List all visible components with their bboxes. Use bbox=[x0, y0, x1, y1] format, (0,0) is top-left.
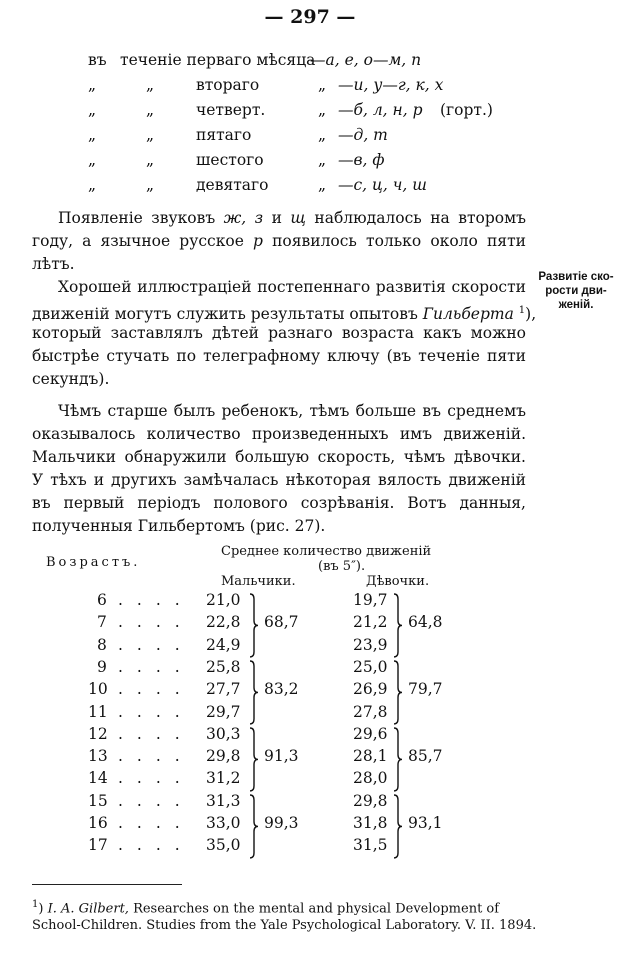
girls-group-total: 85,7 bbox=[408, 747, 443, 766]
boys-header: Мальчики. bbox=[221, 574, 296, 589]
boys-value: 33,0 bbox=[206, 814, 241, 832]
leader-dots: .... bbox=[118, 613, 194, 632]
age-header: Возрастъ. bbox=[46, 555, 141, 570]
ditto-mark: „ bbox=[88, 76, 97, 94]
paragraph-gilbert bbox=[32, 276, 537, 391]
ditto-mark: „ bbox=[88, 176, 97, 194]
margin-note bbox=[533, 270, 619, 312]
ditto-mark: „ bbox=[146, 151, 155, 169]
boys-value: 29,7 bbox=[206, 702, 241, 721]
schedule-sounds: —в, ф bbox=[338, 151, 385, 169]
girls-value: 27,8 bbox=[353, 702, 388, 721]
text-line: который заставлялъ дѣтей разнаго возраста какъ можно bbox=[32, 324, 526, 342]
schedule-sounds: —с, ц, ч, ш bbox=[338, 176, 427, 194]
ditto-mark: „ bbox=[318, 76, 327, 94]
leader-dots: .... bbox=[118, 791, 194, 810]
boys-value: 21,0 bbox=[206, 591, 241, 609]
age-cell: 15 bbox=[88, 791, 108, 810]
boys-value: 29,8 bbox=[206, 747, 241, 766]
paragraph-results bbox=[32, 400, 526, 538]
girls-value: 26,9 bbox=[353, 680, 388, 699]
text-line bbox=[32, 299, 537, 324]
leader-dots: .... bbox=[118, 591, 194, 609]
group-brace-boys bbox=[248, 593, 260, 658]
ditto-mark: „ bbox=[88, 151, 97, 169]
age-cell: 6 bbox=[97, 591, 107, 609]
boys-group-total: 99,3 bbox=[264, 814, 299, 832]
text: наблюдалось на второмъ bbox=[314, 209, 527, 227]
ditto-mark: „ bbox=[146, 101, 155, 119]
ditto-mark: „ bbox=[318, 126, 327, 144]
boys-value: 31,2 bbox=[206, 769, 241, 788]
leader-dots: .... bbox=[118, 680, 194, 699]
text-line: быстрѣе стучать по телеграфному ключу (въ теченіе пяти bbox=[32, 347, 526, 365]
ditto-mark: „ bbox=[88, 126, 97, 144]
text: появилось только около пяти bbox=[272, 232, 526, 250]
girls-value: 29,8 bbox=[353, 791, 388, 810]
girls-value: 31,8 bbox=[353, 814, 388, 832]
age-cell: 17 bbox=[88, 836, 108, 855]
footnote-text: Researches on the mental and physical Development of bbox=[133, 901, 500, 917]
text-line: Хорошей иллюстраціей постепеннаго развитія скорости bbox=[58, 278, 526, 296]
leader-dots: .... bbox=[118, 747, 194, 766]
boys-value: 31,3 bbox=[206, 791, 241, 810]
text: и bbox=[271, 209, 282, 227]
margin-note-line: женій. bbox=[558, 299, 594, 311]
footnote bbox=[32, 896, 592, 934]
footnote-author: I. A. Gilbert, bbox=[47, 901, 129, 917]
ditto-mark: „ bbox=[146, 126, 155, 144]
text-line bbox=[32, 207, 526, 230]
schedule-month: шестого bbox=[196, 151, 264, 169]
footnote-mark: 1 bbox=[32, 899, 39, 910]
schedule-note: (горт.) bbox=[440, 101, 493, 119]
text-line: Чѣмъ старше былъ ребенокъ, тѣмъ больше въ среднемъ bbox=[58, 402, 526, 420]
average-subheader: (въ 5″). bbox=[318, 559, 366, 574]
leader-dots: .... bbox=[118, 635, 194, 654]
schedule-prefix: въ bbox=[88, 51, 107, 69]
group-brace-boys bbox=[248, 727, 260, 792]
age-cell: 12 bbox=[88, 724, 108, 743]
text-line: полученныя Гильбертомъ (рис. 27). bbox=[32, 517, 326, 535]
girls-group-total: 79,7 bbox=[408, 680, 443, 699]
age-cell: 13 bbox=[88, 747, 108, 766]
leader-dots: .... bbox=[118, 657, 194, 676]
footnote-line: $^1$) I. A. Gilbert, Researches on the mental and physical Development of bbox=[32, 899, 500, 917]
text-italic: щ bbox=[290, 209, 306, 227]
boys-group-total: 68,7 bbox=[264, 613, 299, 632]
ditto-mark: „ bbox=[146, 76, 155, 94]
schedule-sounds: —д, т bbox=[338, 126, 388, 144]
girls-group-total: 64,8 bbox=[408, 613, 443, 632]
leader-dots: .... bbox=[118, 836, 194, 855]
text: Появленіе звуковъ bbox=[58, 209, 216, 227]
footnote-ref: 1 bbox=[518, 305, 526, 316]
text-italic: ж, з bbox=[223, 209, 264, 227]
schedule-month: четверт. bbox=[196, 101, 266, 119]
boys-value: 25,8 bbox=[206, 657, 241, 676]
text-italic: р bbox=[253, 232, 263, 250]
text-line: лѣтъ. bbox=[32, 255, 75, 273]
page-number: — 297 — bbox=[264, 6, 356, 28]
leader-dots: .... bbox=[118, 814, 194, 832]
ditto-mark: „ bbox=[318, 151, 327, 169]
group-brace-girls bbox=[392, 660, 404, 725]
text-line: оказывалось количество произведенныхъ имъ движеній. bbox=[32, 425, 526, 443]
text-line: У тѣхъ и другихъ замѣчалась нѣкоторая вялость движеній bbox=[32, 471, 526, 489]
age-cell: 8 bbox=[97, 635, 107, 654]
ditto-mark: „ bbox=[318, 101, 327, 119]
girls-value: 29,6 bbox=[353, 724, 388, 743]
ditto-mark: „ bbox=[88, 101, 97, 119]
boys-group-total: 83,2 bbox=[264, 680, 299, 699]
boys-value: 27,7 bbox=[206, 680, 241, 699]
age-cell: 14 bbox=[88, 769, 108, 788]
group-brace-girls bbox=[392, 593, 404, 658]
age-cell: 11 bbox=[88, 702, 108, 721]
boys-value: 24,9 bbox=[206, 635, 241, 654]
text: ), bbox=[525, 305, 537, 324]
age-cell: 16 bbox=[88, 814, 108, 832]
age-cell: 10 bbox=[88, 680, 108, 699]
footnote-line: School-Children. Studies from the Yale Psychological Laboratory. V. II. 1894. bbox=[32, 918, 537, 934]
girls-value: 28,0 bbox=[353, 769, 388, 788]
boys-value: 22,8 bbox=[206, 613, 241, 632]
ditto-mark: „ bbox=[318, 176, 327, 194]
margin-note-line: Развитіе ско- bbox=[538, 271, 614, 283]
text: году, а язычное русское bbox=[32, 232, 244, 250]
group-brace-girls bbox=[392, 727, 404, 792]
girls-value: 25,0 bbox=[353, 657, 388, 676]
group-brace-boys bbox=[248, 794, 260, 859]
leader-dots: .... bbox=[118, 769, 194, 788]
schedule-month: теченіе первaго мѣсяца bbox=[120, 51, 316, 69]
schedule-sounds: —а, е, о—м, п bbox=[310, 51, 422, 69]
paragraph-sounds bbox=[32, 207, 526, 276]
schedule-month: девятаго bbox=[196, 176, 269, 194]
text: движеній могутъ служить результаты опытовъ bbox=[32, 305, 418, 324]
girls-group-total: 93,1 bbox=[408, 814, 443, 832]
group-brace-girls bbox=[392, 794, 404, 859]
text-line: секундъ). bbox=[32, 370, 110, 388]
text-line: въ первый періодъ полового созрѣванія. Вотъ данныя, bbox=[32, 494, 526, 512]
group-brace-boys bbox=[248, 660, 260, 725]
schedule-month: пятаго bbox=[196, 126, 252, 144]
girls-value: 23,9 bbox=[353, 635, 388, 654]
age-cell: 9 bbox=[97, 657, 107, 676]
leader-dots: .... bbox=[118, 724, 194, 743]
leader-dots: .... bbox=[118, 702, 194, 721]
schedule-sounds: —и, у—г, к, х bbox=[338, 76, 444, 94]
girls-value: 28,1 bbox=[353, 747, 388, 766]
girls-value: 19,7 bbox=[353, 591, 388, 609]
text-italic: Гильберта bbox=[422, 305, 514, 324]
boys-group-total: 91,3 bbox=[264, 747, 299, 766]
text-line bbox=[32, 230, 526, 253]
ditto-mark: „ bbox=[146, 176, 155, 194]
boys-value: 30,3 bbox=[206, 724, 241, 743]
schedule-month: втораго bbox=[196, 76, 260, 94]
margin-note-line: рости дви- bbox=[545, 285, 607, 297]
footnote-rule bbox=[32, 884, 182, 885]
age-cell: 7 bbox=[97, 613, 107, 632]
average-header: Среднее количество движеній bbox=[221, 544, 432, 559]
girls-value: 31,5 bbox=[353, 836, 388, 855]
girls-value: 21,2 bbox=[353, 613, 388, 632]
schedule-sounds: —б, л, н, р bbox=[338, 101, 423, 119]
boys-value: 35,0 bbox=[206, 836, 241, 855]
girls-header: Дѣвочки. bbox=[366, 574, 430, 589]
text-line: Мальчики обнаружили большую скорость, чѣмъ дѣвочки. bbox=[32, 448, 526, 466]
